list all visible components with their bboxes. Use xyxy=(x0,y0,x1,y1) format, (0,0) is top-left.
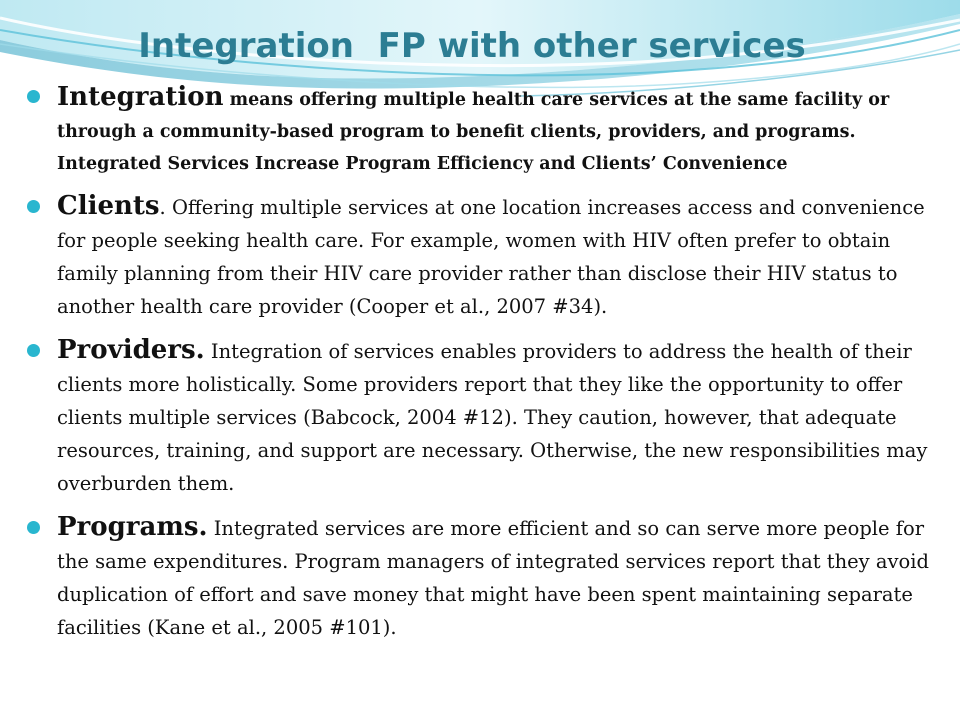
bullet-text: . Offering multiple services at one location increases access and convenience for people seeking health care. For example, women with HIV often prefer to obtain family planning from their HIV care provider rather than disclose their HIV status to another health care provider (Cooper et al., 2007 #34). xyxy=(57,196,925,318)
bullet-dot-icon xyxy=(27,200,40,213)
bullet-lead: Integration xyxy=(57,82,224,112)
bullet-dot-icon xyxy=(27,521,40,534)
bullet-lead: Clients xyxy=(57,191,160,221)
bullet-text: means offering multiple health care services at the same facility or through a community-based program to benefit clients, providers, and programs. Integrated Services Increase Program Efficiency and Clients’ Convenience xyxy=(57,90,890,174)
bullet-clients xyxy=(24,190,952,324)
bullet-dot-icon xyxy=(27,344,40,357)
bullet-providers xyxy=(24,334,952,501)
bullet-list xyxy=(24,82,952,655)
bullet-text: Integrated services are more efficient and so can serve more people for the same expenditures. Program managers of integrated services report that they avoid duplication of effort and save money that might have been spent maintaining separate facilities (Kane et al., 2005 #101). xyxy=(57,517,929,639)
slide-title: Integration FP with other services xyxy=(138,26,806,66)
bullet-lead: Providers. xyxy=(57,335,205,365)
bullet-dot-icon xyxy=(27,90,40,103)
bullet-text: Integration of services enables providers to address the health of their clients more holistically. Some providers report that they like the opportunity to offer clients multiple services (Babcock, 2004 #12). They caution, however, that adequate resources, training, and support are necessary. Otherwise, the new responsibilities may overburden them. xyxy=(57,340,928,495)
bullet-integration xyxy=(24,82,952,180)
bullet-programs xyxy=(24,511,952,645)
bullet-lead: Programs. xyxy=(57,512,208,542)
